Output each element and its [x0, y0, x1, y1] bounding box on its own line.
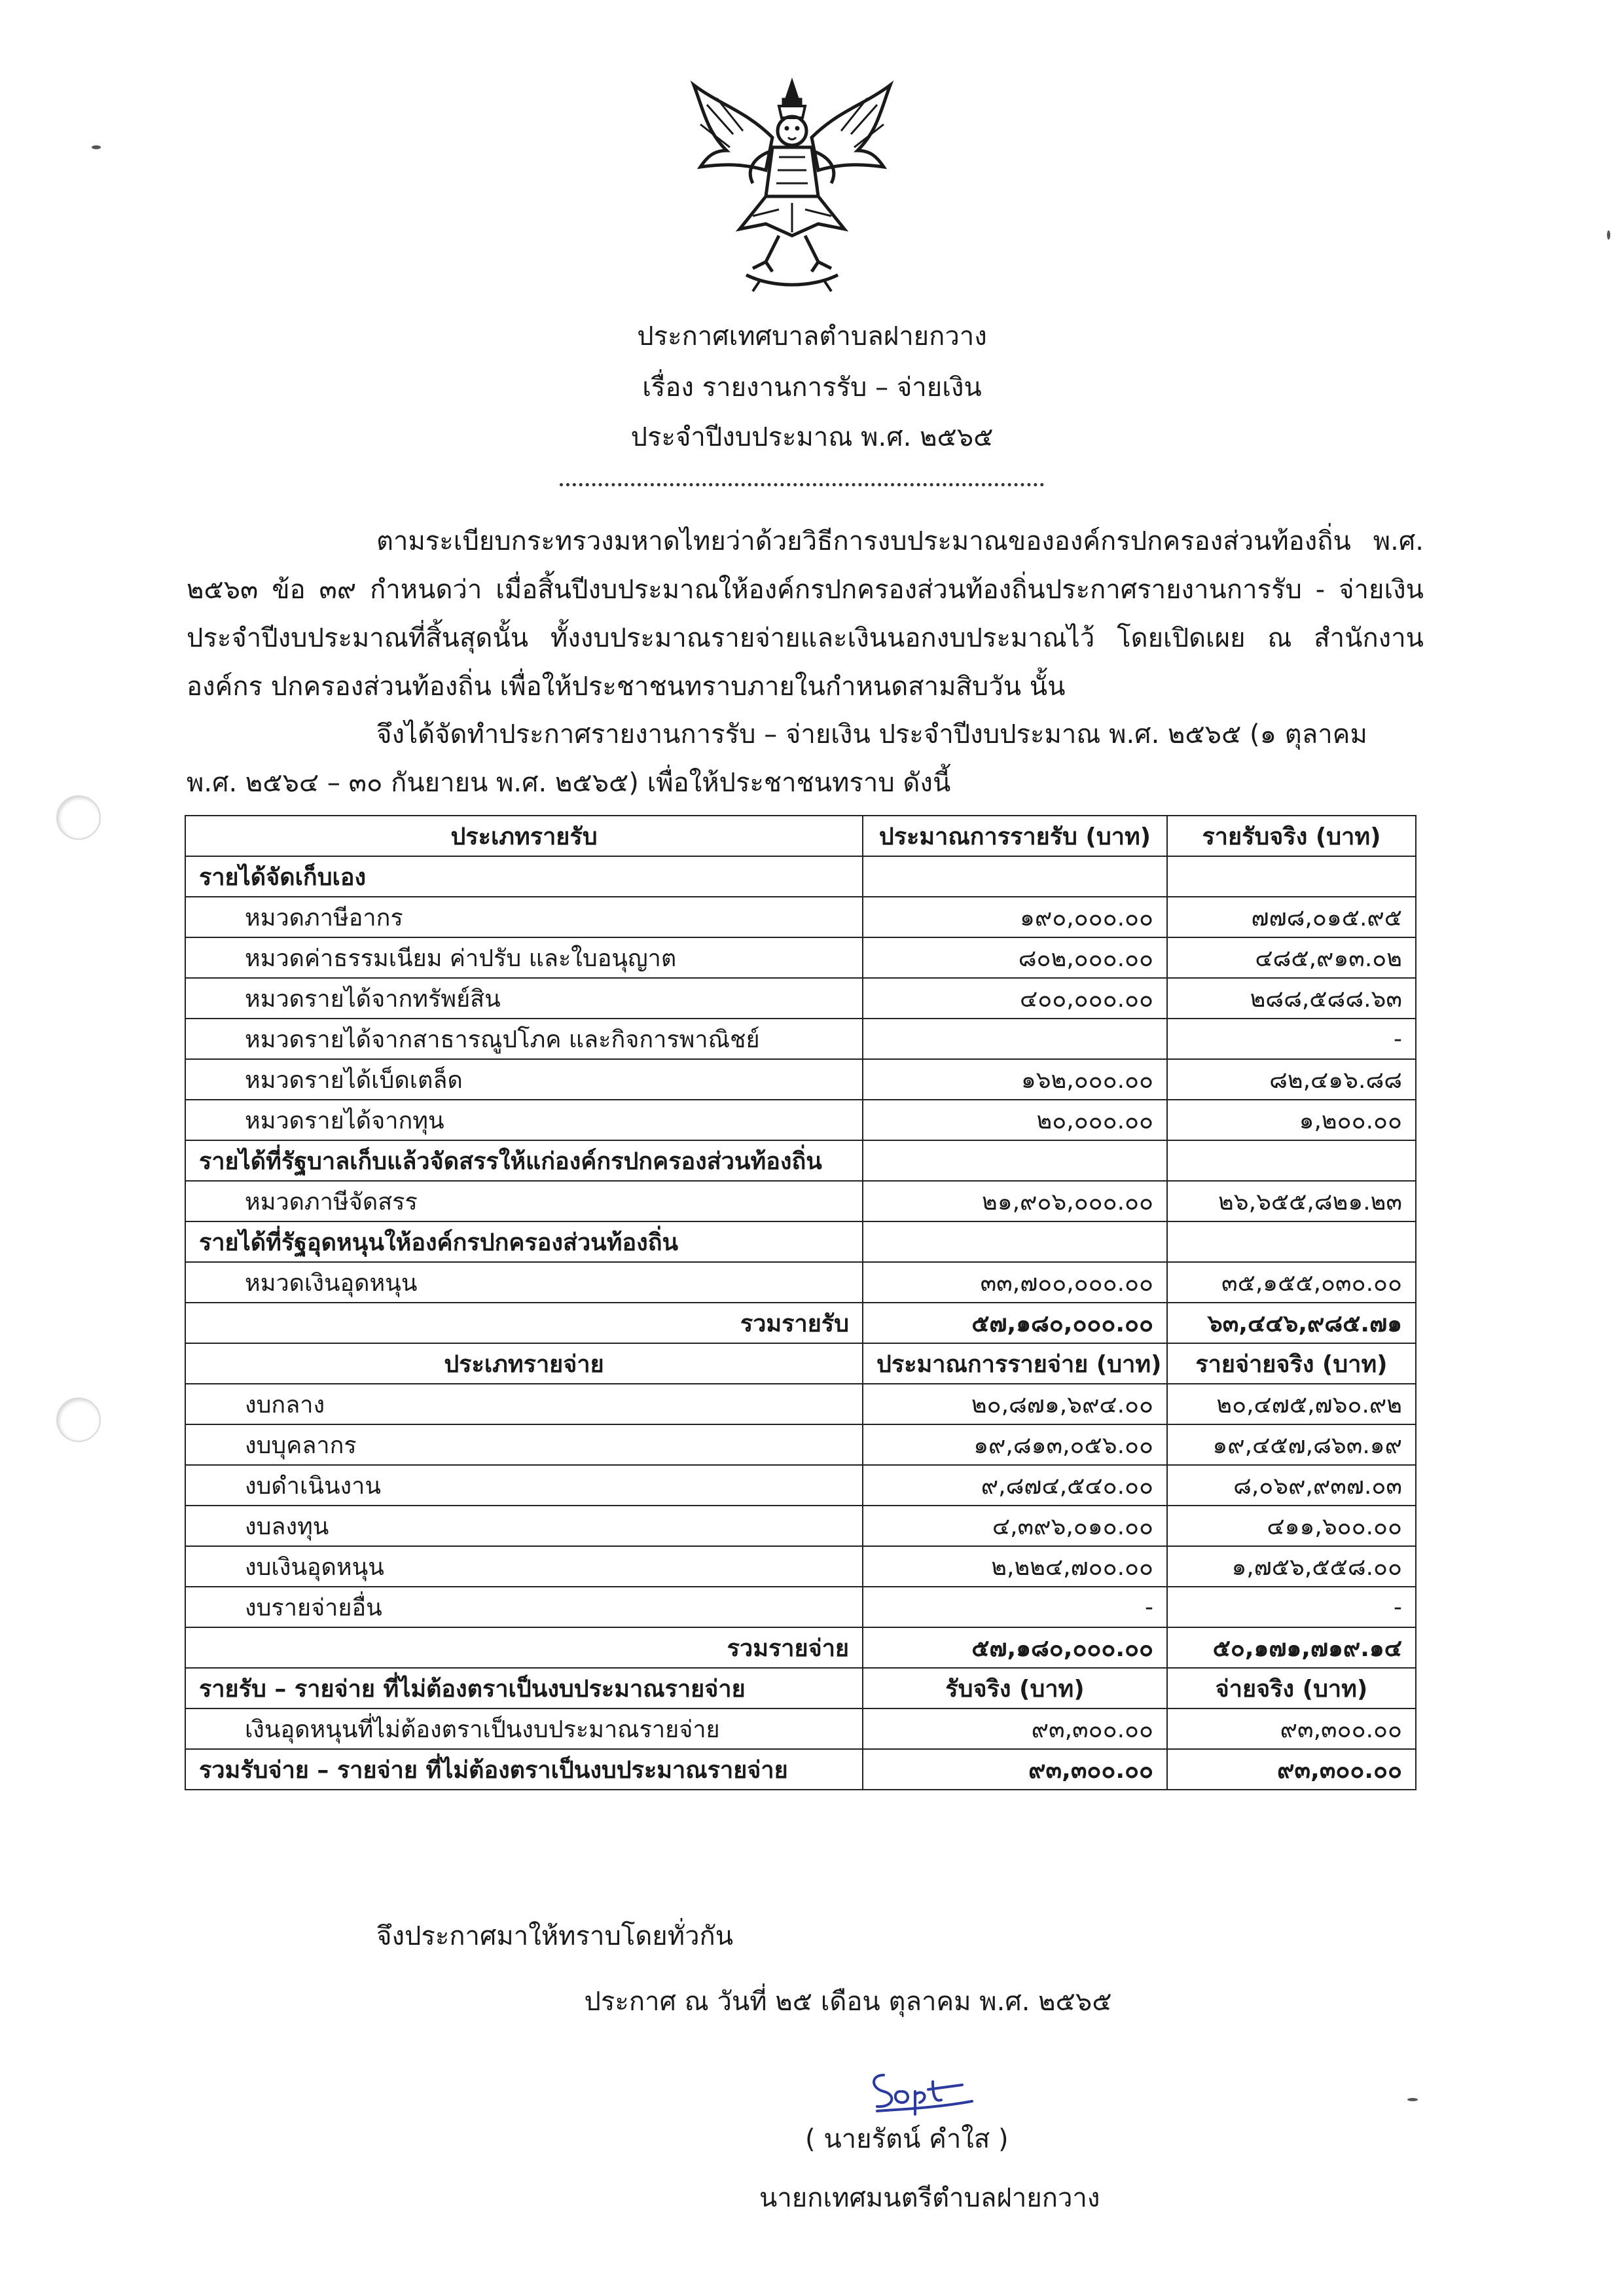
table-row: [185, 1100, 1416, 1140]
group-title-row: [185, 1140, 1416, 1181]
table-row: [185, 1587, 1416, 1627]
header-agency: ประกาศเทศบาลตำบลฝายกวาง: [637, 321, 987, 352]
total-estimate-cell: ๕๗,๑๘๐,๐๐๐.๐๐: [863, 1627, 1167, 1668]
actual-cell: ๘๒,๔๑๖.๘๘: [1167, 1059, 1416, 1100]
group-title: รายได้จัดเก็บเอง: [185, 856, 863, 897]
row-label: งบลงทุน: [185, 1506, 863, 1546]
row-label: หมวดภาษีอากร: [185, 897, 863, 937]
garuda-emblem-icon: [681, 72, 903, 295]
actual-cell: ๓๕,๑๕๕,๐๓๐.๐๐: [1167, 1262, 1416, 1303]
estimate-cell: [863, 1019, 1167, 1059]
dotted-divider: [560, 483, 1044, 486]
row-label: งบกลาง: [185, 1384, 863, 1424]
income-total-row: [185, 1303, 1416, 1343]
table-row: [185, 1465, 1416, 1506]
group-title-row: [185, 856, 1416, 897]
regulation-paragraph: ตามระเบียบกระทรวงมหาดไทยว่าด้วยวิธีการงบประมาณขององค์กรปกครองส่วนท้องถิ่น พ.ศ. ๒๕๖๓ ข้อ ๓๙ กำหนดว่า เมื่อสิ้นปีงบประมาณให้องค์กรปกครองส่วนท้องถิ่นประกาศรายงานการรับ - จ่ายเงิน ประจำปีงบประมาณที่สิ้นสุดนั้น ทั้งงบประมาณรายจ่ายและเงินนอกงบประมาณไว้ โดยเปิดเผย ณ สำนักงานองค์กร ปกครองส่วนท้องถิ่น เพื่อให้ประชาชนทราบภายในกำหนดสามสิบวัน นั้น: [187, 526, 1424, 702]
punch-hole-bottom: [56, 1398, 101, 1442]
actual-cell: ๔๑๑,๖๐๐.๐๐: [1167, 1506, 1416, 1546]
column-header: รับจริง (บาท): [863, 1668, 1167, 1708]
actual-cell: ๑๙,๔๕๗,๘๖๓.๑๙: [1167, 1424, 1416, 1465]
total-actual-cell: ๖๓,๔๔๖,๙๘๕.๗๑: [1167, 1303, 1416, 1343]
column-header: ประเภทรายรับ: [185, 816, 863, 856]
estimate-cell: ๒,๒๒๔,๗๐๐.๐๐: [863, 1546, 1167, 1587]
row-label: งบรายจ่ายอื่น: [185, 1587, 863, 1627]
estimate-cell: ๓๓,๗๐๐,๐๐๐.๐๐: [863, 1262, 1167, 1303]
row-label: หมวดค่าธรรมเนียม ค่าปรับ และใบอนุญาต: [185, 937, 863, 978]
expense-total-row: [185, 1627, 1416, 1668]
row-label: หมวดรายได้จากทรัพย์สิน: [185, 978, 863, 1019]
group-title-row: [185, 1221, 1416, 1262]
estimate-cell: ๔๐๐,๐๐๐.๐๐: [863, 978, 1167, 1019]
punch-hole-top: [56, 795, 101, 840]
group-title: รายได้ที่รัฐอุดหนุนให้องค์กรปกครองส่วนท้องถิ่น: [185, 1221, 863, 1262]
actual-cell: -: [1167, 1019, 1416, 1059]
estimate-cell: ๘๐๒,๐๐๐.๐๐: [863, 937, 1167, 978]
budget-report-table: [185, 815, 1416, 1790]
group-title: รายได้ที่รัฐบาลเก็บแล้วจัดสรรให้แก่องค์กรปกครองส่วนท้องถิ่น: [185, 1140, 863, 1181]
table-row: [185, 1506, 1416, 1546]
column-header: รายรับ – รายจ่าย ที่ไม่ต้องตราเป็นงบประมาณรายจ่าย: [185, 1668, 863, 1708]
row-label: งบบุคลากร: [185, 1424, 863, 1465]
received-cell: ๙๓,๓๐๐.๐๐: [863, 1708, 1167, 1749]
column-header: ประมาณการรายจ่าย (บาท): [863, 1343, 1167, 1384]
row-label: หมวดรายได้เบ็ดเตล็ด: [185, 1059, 863, 1100]
announcement-date: ประกาศ ณ วันที่ ๒๕ เดือน ตุลาคม พ.ศ. ๒๕๖๕: [584, 1987, 1112, 2017]
column-header: จ่ายจริง (บาท): [1167, 1668, 1416, 1708]
report-intro-paragraph: จึงได้จัดทำประกาศรายงานการรับ – จ่ายเงิน ประจำปีงบประมาณ พ.ศ. ๒๕๖๕ (๑ ตุลาคม พ.ศ. ๒๕๖๔ – ๓๐ กันยายน พ.ศ. ๒๕๖๕) เพื่อให้ประชาชนทราบ ดังนี้: [187, 719, 1367, 798]
table-row: [185, 1384, 1416, 1424]
header-subject: เรื่อง รายงานการรับ – จ่ายเงิน: [642, 372, 982, 403]
table-row: [185, 1546, 1416, 1587]
total-actual-cell: ๕๐,๑๗๑,๗๑๙.๑๔: [1167, 1627, 1416, 1668]
table-row: [185, 937, 1416, 978]
total-label: รวมรายจ่าย: [185, 1627, 863, 1668]
estimate-cell: -: [863, 1587, 1167, 1627]
estimate-cell: ๑๖๒,๐๐๐.๐๐: [863, 1059, 1167, 1100]
row-label: หมวดภาษีจัดสรร: [185, 1181, 863, 1221]
table-row: [185, 1059, 1416, 1100]
estimate-cell: ๙,๘๗๔,๕๔๐.๐๐: [863, 1465, 1167, 1506]
estimate-cell: ๒๐,๘๗๑,๖๙๔.๐๐: [863, 1384, 1167, 1424]
table-row: [185, 1424, 1416, 1465]
actual-cell: ๑,๗๕๖,๕๕๘.๐๐: [1167, 1546, 1416, 1587]
table-row: [185, 1019, 1416, 1059]
column-header: รายรับจริง (บาท): [1167, 816, 1416, 856]
actual-cell: -: [1167, 1587, 1416, 1627]
table-header-row: [185, 1343, 1416, 1384]
table-row: [185, 978, 1416, 1019]
total-paid-cell: ๙๓,๓๐๐.๐๐: [1167, 1749, 1416, 1790]
signer-name: ( นายรัตน์ คำใส ): [805, 2124, 1009, 2154]
row-label: งบเงินอุดหนุน: [185, 1546, 863, 1587]
actual-cell: ๑,๒๐๐.๐๐: [1167, 1100, 1416, 1140]
estimate-cell: ๒๐,๐๐๐.๐๐: [863, 1100, 1167, 1140]
estimate-cell: ๒๑,๙๐๖,๐๐๐.๐๐: [863, 1181, 1167, 1221]
row-label: หมวดเงินอุดหนุน: [185, 1262, 863, 1303]
handwritten-signature: [864, 2062, 982, 2121]
table-row: [185, 1262, 1416, 1303]
scan-speck: [92, 145, 101, 149]
row-label: หมวดรายได้จากทุน: [185, 1100, 863, 1140]
row-label: งบดำเนินงาน: [185, 1465, 863, 1506]
header-fiscal-year: ประจำปีงบประมาณ พ.ศ. ๒๕๖๕: [630, 422, 994, 452]
scan-speck: [1407, 2098, 1418, 2101]
table-row: [185, 1181, 1416, 1221]
table-header-row: [185, 1668, 1416, 1708]
actual-cell: ๒๘๘,๕๘๘.๖๓: [1167, 978, 1416, 1019]
paid-cell: ๙๓,๓๐๐.๐๐: [1167, 1708, 1416, 1749]
actual-cell: ๔๘๕,๙๑๓.๐๒: [1167, 937, 1416, 978]
column-header: ประมาณการรายรับ (บาท): [863, 816, 1167, 856]
total-received-cell: ๙๓,๓๐๐.๐๐: [863, 1749, 1167, 1790]
row-label: หมวดรายได้จากสาธารณูปโภค และกิจการพาณิชย์: [185, 1019, 863, 1059]
table-row: [185, 897, 1416, 937]
total-label: รวมรายรับ: [185, 1303, 863, 1343]
actual-cell: ๗๗๘,๐๑๕.๙๕: [1167, 897, 1416, 937]
closing-statement: จึงประกาศมาให้ทราบโดยทั่วกัน: [376, 1921, 734, 1951]
row-label: เงินอุดหนุนที่ไม่ต้องตราเป็นงบประมาณรายจ่าย: [185, 1708, 863, 1749]
offbudget-total-row: [185, 1749, 1416, 1790]
actual-cell: ๒๐,๔๗๕,๗๖๐.๙๒: [1167, 1384, 1416, 1424]
estimate-cell: ๔,๓๙๖,๐๑๐.๐๐: [863, 1506, 1167, 1546]
actual-cell: ๘,๐๖๙,๙๓๗.๐๓: [1167, 1465, 1416, 1506]
scan-speck: [1607, 230, 1610, 240]
table-header-row: [185, 816, 1416, 856]
total-label: รวมรับจ่าย – รายจ่าย ที่ไม่ต้องตราเป็นงบประมาณรายจ่าย: [185, 1749, 863, 1790]
total-estimate-cell: ๕๗,๑๘๐,๐๐๐.๐๐: [863, 1303, 1167, 1343]
table-row: [185, 1708, 1416, 1749]
signer-title: นายกเทศมนตรีตำบลฝายกวาง: [759, 2183, 1100, 2213]
actual-cell: ๒๖,๖๕๕,๘๒๑.๒๓: [1167, 1181, 1416, 1221]
estimate-cell: ๑๙๐,๐๐๐.๐๐: [863, 897, 1167, 937]
estimate-cell: ๑๙,๘๑๓,๐๕๖.๐๐: [863, 1424, 1167, 1465]
column-header: ประเภทรายจ่าย: [185, 1343, 863, 1384]
column-header: รายจ่ายจริง (บาท): [1167, 1343, 1416, 1384]
